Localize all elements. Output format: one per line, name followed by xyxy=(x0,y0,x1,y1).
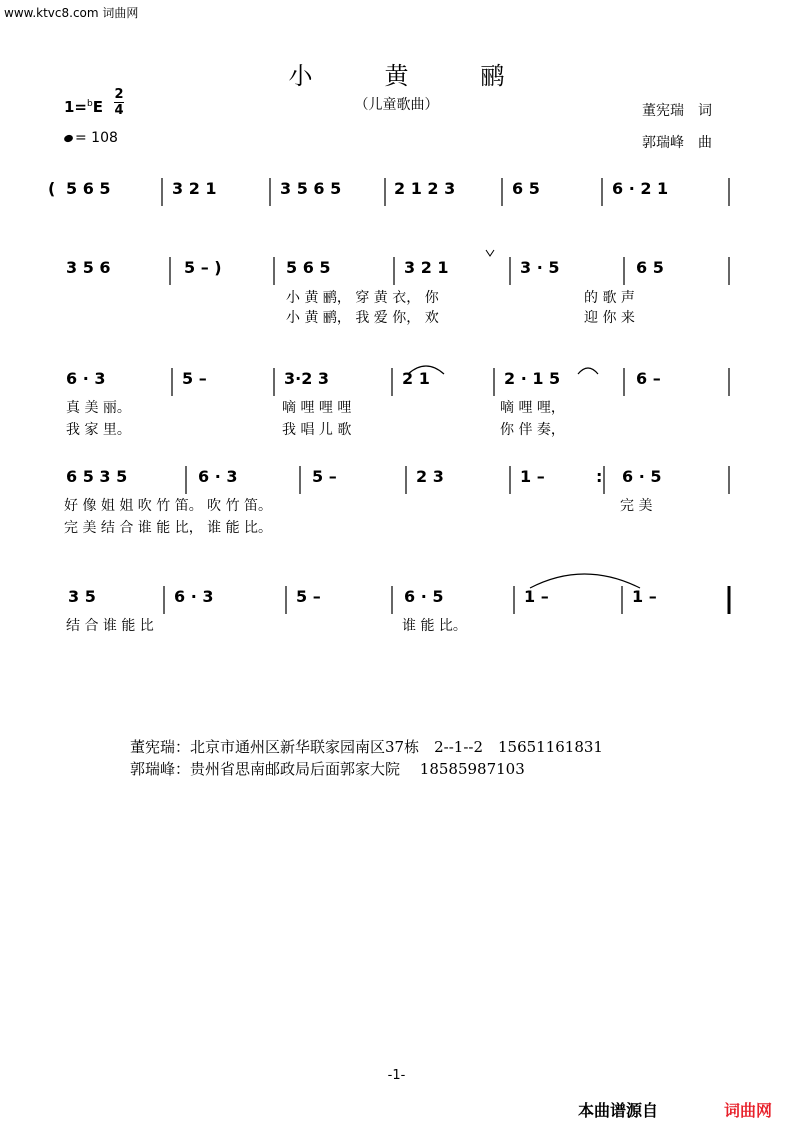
note-group: 6 · 3 xyxy=(66,369,106,388)
note-group: 2 · 1 5 xyxy=(504,369,561,388)
contact-composer: 郭瑞峰：贵州省思南邮政局后面郭家大院 18585987103 xyxy=(130,760,525,778)
repeat-sign: : xyxy=(596,467,603,486)
time-top: 2 xyxy=(114,87,124,102)
song-subtitle: （儿童歌曲） xyxy=(354,97,439,113)
note-group: 5 6 5 xyxy=(286,258,331,277)
note-group: 3 5 6 5 xyxy=(280,179,342,198)
source-label: 本曲谱源自 xyxy=(578,1101,659,1120)
slur-mark xyxy=(578,368,598,374)
site-watermark[interactable]: www.ktvc8.com 词曲网 xyxy=(4,6,139,20)
lyric-line: 我 唱 儿 歌 xyxy=(282,422,352,438)
note-group: 2 1 xyxy=(402,369,430,388)
lyric-line: 嘀 哩 哩， xyxy=(500,400,565,416)
note-group: 5 – xyxy=(296,587,321,606)
lyricist-credit: 董宪瑞 词 xyxy=(642,103,712,119)
note-group: 1 – xyxy=(520,467,545,486)
note-group: 6 · 5 xyxy=(404,587,444,606)
note-group: 6 5 xyxy=(512,179,540,198)
lyric-line: 小 黄 鹂， 我 爱 你， 欢 xyxy=(286,310,439,326)
lyric-line: 谁 能 比。 xyxy=(402,618,467,634)
lyric-line: 小 黄 鹂， 穿 黄 衣， 你 xyxy=(286,290,439,306)
note-group: 3 5 6 xyxy=(66,258,111,277)
lyric-line: 完 美 xyxy=(620,498,653,514)
score-rows xyxy=(48,178,729,634)
lyric-line: 我 家 里。 xyxy=(66,422,131,438)
lyric-line: 完 美 结 合 谁 能 比， 谁 能 比。 xyxy=(64,520,273,536)
note-group: 6 – xyxy=(636,369,661,388)
note-group: 2 3 xyxy=(416,467,444,486)
note-group: 1 – xyxy=(524,587,549,606)
note-group: 3 2 1 xyxy=(404,258,449,277)
time-bottom: 4 xyxy=(114,103,124,118)
lyric-line: 迎 你 来 xyxy=(584,310,635,326)
lyric-line: 真 美 丽。 xyxy=(66,400,131,416)
note-group: 6 · 2 1 xyxy=(612,179,669,198)
note-group: 6 5 xyxy=(636,258,664,277)
note-group: 5 – ) xyxy=(184,258,222,277)
note-group: 5 – xyxy=(312,467,337,486)
note-group: 1 – xyxy=(632,587,657,606)
tempo-value: = 108 xyxy=(75,130,118,146)
note-group: 6 · 3 xyxy=(198,467,238,486)
slur-mark xyxy=(530,574,640,588)
lyric-line: 好 像 姐 姐 吹 竹 笛。 吹 竹 笛。 xyxy=(64,498,273,514)
note-group: 3·2 3 xyxy=(284,369,330,388)
lyric-line: 结 合 谁 能 比 xyxy=(66,618,154,634)
contact-lyricist: 董宪瑞：北京市通州区新华联家园南区37栋 2--1--2 15651161831 xyxy=(130,738,603,756)
note-group: 2 1 2 3 xyxy=(394,179,456,198)
flat-symbol: b xyxy=(87,99,93,109)
note-group: 3 2 1 xyxy=(172,179,217,198)
note-group: 5 6 5 xyxy=(66,179,111,198)
composer-credit: 郭瑞峰 曲 xyxy=(642,135,712,151)
lyric-line: 的 歌 声 xyxy=(584,290,635,306)
note-group: 3 · 5 xyxy=(520,258,560,277)
lyric-line: 你 伴 奏， xyxy=(500,422,565,438)
note-group: 6 · 3 xyxy=(174,587,214,606)
note-group: 6 5 3 5 xyxy=(66,467,128,486)
key-note: E xyxy=(92,98,103,116)
note-group: 6 · 5 xyxy=(622,467,662,486)
key-prefix: 1= xyxy=(64,98,88,116)
breath-mark xyxy=(486,250,494,256)
page-number: -1- xyxy=(387,1068,406,1083)
note-group: 5 – xyxy=(182,369,207,388)
note-group: ( xyxy=(48,179,56,198)
lyric-line: 嘀 哩 哩 哩 xyxy=(282,400,352,416)
source-site-link[interactable]: 词曲网 xyxy=(724,1101,773,1120)
note-group: 3 5 xyxy=(68,587,96,606)
song-title: 小黄鹂 xyxy=(288,62,577,90)
